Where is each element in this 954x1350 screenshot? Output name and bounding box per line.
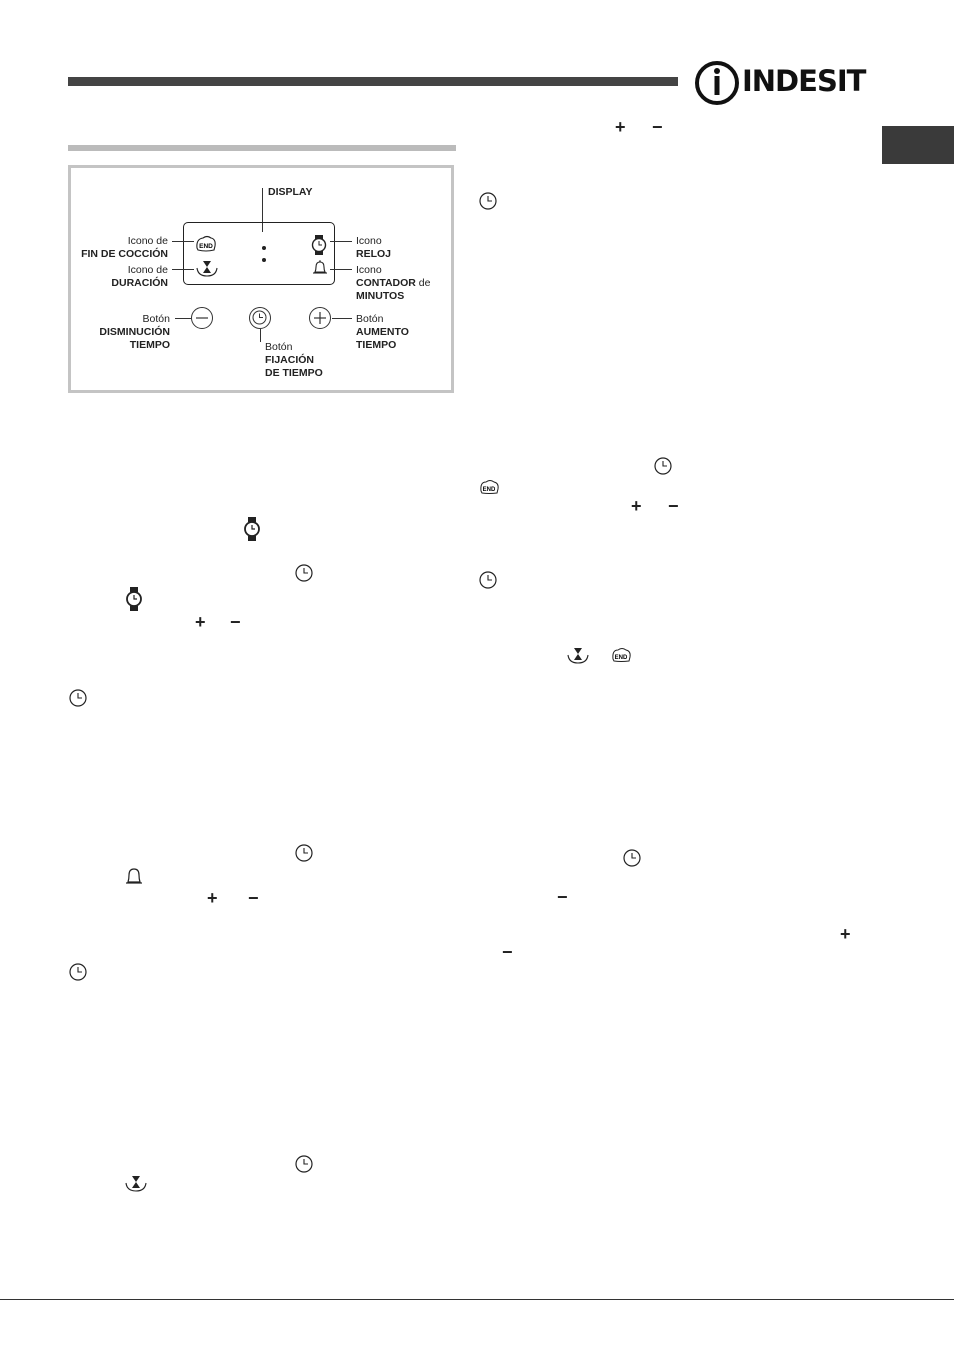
- clock-icon: [243, 516, 261, 542]
- display-dot: [262, 258, 266, 262]
- timer-leader: [330, 269, 352, 270]
- clock-icon-label: Icono RELOJ: [356, 235, 392, 260]
- set-time-icon: [68, 688, 88, 708]
- plus-icon: +: [207, 888, 218, 908]
- plus-icon: +: [615, 117, 626, 137]
- end-icon-label: Icono de FIN DE COCCIÓN: [81, 235, 168, 260]
- set-button-label: Botón FIJACIÓN DE TIEMPO: [265, 341, 323, 379]
- duration-icon: [124, 1174, 148, 1194]
- clock-icon: [310, 234, 328, 256]
- set-time-icon: [68, 962, 88, 982]
- end-leader: [172, 241, 194, 242]
- timer-icon-label: Icono CONTADOR de MINUTOS: [356, 264, 431, 302]
- set-time-button[interactable]: [249, 307, 271, 329]
- set-time-icon: [478, 570, 498, 590]
- display-label: DISPLAY: [268, 186, 313, 198]
- plus-icon: +: [631, 496, 642, 516]
- set-time-icon: [294, 1154, 314, 1174]
- plus-button-label: Botón AUMENTO TIEMPO: [356, 313, 409, 351]
- minus-icon: −: [248, 888, 259, 908]
- svg-text:END: END: [199, 243, 213, 250]
- end-cooking-icon: [194, 234, 218, 254]
- plus-icon: +: [840, 924, 851, 944]
- clock-leader: [330, 241, 352, 242]
- plus-icon: [310, 308, 330, 328]
- minus-leader: [175, 318, 191, 319]
- set-leader: [260, 329, 261, 342]
- set-time-icon: [653, 456, 673, 476]
- set-time-icon: [622, 848, 642, 868]
- duration-icon: [566, 646, 590, 666]
- set-time-icon: [294, 843, 314, 863]
- bell-icon: [311, 259, 329, 277]
- header-bar: [68, 77, 678, 86]
- clock-icon: [125, 586, 143, 612]
- display-dot: [262, 246, 266, 250]
- brand-name: INDESIT: [742, 64, 866, 98]
- svg-text:END: END: [614, 655, 628, 661]
- minus-icon: −: [668, 496, 679, 516]
- minus-icon: −: [557, 887, 568, 907]
- minus-icon: [192, 308, 212, 328]
- clock-set-icon: [250, 308, 270, 328]
- svg-text:END: END: [482, 487, 496, 493]
- plus-icon: +: [195, 612, 206, 632]
- set-time-icon: [294, 563, 314, 583]
- plus-leader: [332, 318, 352, 319]
- brand-logo-icon: [694, 60, 742, 106]
- bell-icon: [124, 866, 144, 886]
- end-cooking-icon: [610, 646, 632, 664]
- minus-icon: −: [652, 117, 663, 137]
- minus-icon: −: [230, 612, 241, 632]
- duration-icon-label: Icono de DURACIÓN: [111, 264, 168, 289]
- plus-button[interactable]: [309, 307, 331, 329]
- set-time-icon: [478, 191, 498, 211]
- minus-button-label: Botón DISMINUCIÓN TIEMPO: [99, 313, 170, 351]
- language-tab: [882, 126, 954, 164]
- minus-button[interactable]: [191, 307, 213, 329]
- duration-icon: [194, 258, 220, 278]
- duration-leader: [172, 269, 194, 270]
- footer-rule: [0, 1299, 954, 1300]
- minus-icon: −: [502, 942, 513, 962]
- end-cooking-icon: [478, 478, 500, 496]
- section-rule: [68, 145, 456, 151]
